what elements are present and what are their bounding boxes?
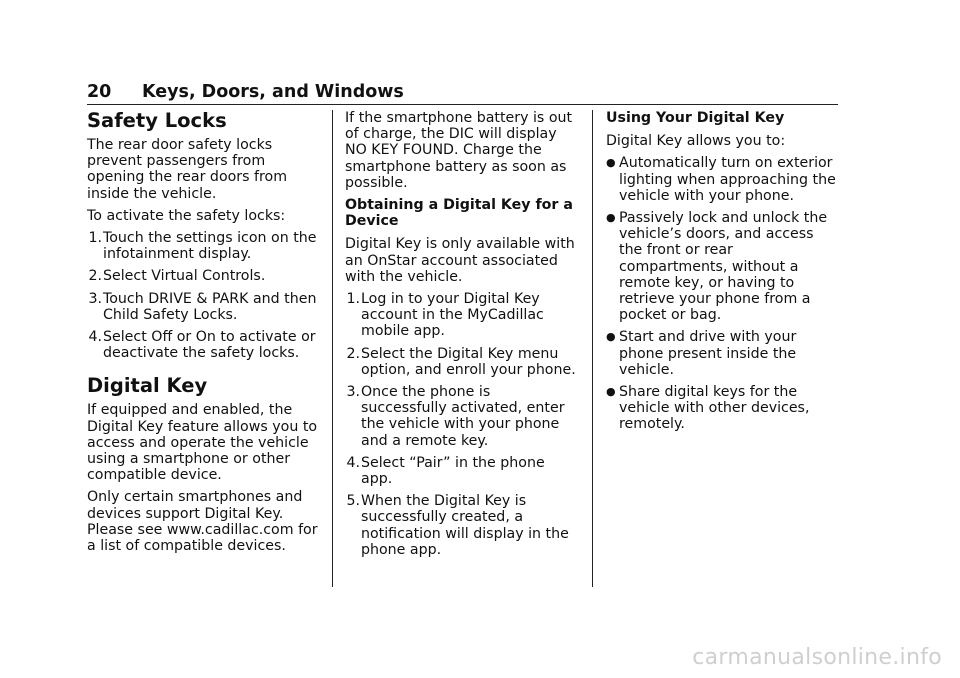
bullet-icon: ● xyxy=(606,156,616,170)
chapter-title: Keys, Doors, and Windows xyxy=(142,82,404,102)
bullet-icon: ● xyxy=(606,330,616,344)
step-number: 1. xyxy=(346,291,360,308)
activate-intro: To activate the safety locks: xyxy=(87,207,286,224)
watermark: carmanualsonline.info xyxy=(692,645,942,670)
list-item xyxy=(606,210,840,323)
step-number: 1. xyxy=(88,230,102,247)
using-intro: Digital Key allows you to: xyxy=(606,133,786,150)
list-item xyxy=(345,346,577,378)
list-item xyxy=(345,384,577,449)
obtain-steps xyxy=(345,291,577,558)
battery-para: If the smartphone battery is out of charge, the DIC will display NO KEY FOUND. Charge the smartphone battery as soon as possible. xyxy=(345,110,573,191)
list-item xyxy=(606,329,840,378)
page-header xyxy=(87,82,838,105)
step-number: 2. xyxy=(346,345,360,362)
step-text: Select Off or On to activate or deactivate the safety locks. xyxy=(103,329,316,362)
step-number: 2. xyxy=(88,268,102,285)
list-item xyxy=(345,493,577,558)
step-number: 5. xyxy=(346,493,360,510)
column-divider xyxy=(332,110,333,587)
step-number: 3. xyxy=(88,290,102,307)
step-text: Touch the settings icon on the infotainment display. xyxy=(103,230,317,263)
bullet-text: Passively lock and unlock the vehicle’s doors, and access the front or rear compartments, without a remote key, or having to retrieve your phone from a pocket or bag. xyxy=(619,210,828,324)
obtain-para: Digital Key is only available with an OnStar account associated with the vehicle. xyxy=(345,236,575,285)
obtain-heading: Obtaining a Digital Key for a Device xyxy=(345,197,573,230)
list-item xyxy=(345,455,577,487)
activate-steps xyxy=(87,230,319,361)
digital-key-para-1: If equipped and enabled, the Digital Key feature allows you to access and operate the vehicle using a smartphone or other compatible device. xyxy=(87,402,318,484)
bullet-icon: ● xyxy=(606,385,616,399)
step-text: Log in to your Digital Key account in the MyCadillac mobile app. xyxy=(361,291,544,340)
list-item xyxy=(87,268,319,284)
step-text: Once the phone is successfully activated, enter the vehicle with your phone and a remote key. xyxy=(361,384,565,449)
step-text: Select the Digital Key menu option, and enroll your phone. xyxy=(361,345,576,378)
column-divider xyxy=(592,110,593,587)
column-1 xyxy=(87,110,319,560)
bullet-text: Automatically turn on exterior lighting when approaching the vehicle with your phone. xyxy=(619,155,836,204)
list-item xyxy=(87,329,319,361)
page-number: 20 xyxy=(87,82,112,102)
step-number: 4. xyxy=(88,329,102,346)
column-3 xyxy=(606,110,840,439)
step-text: Touch DRIVE & PARK and then Child Safety Locks. xyxy=(103,290,317,323)
list-item xyxy=(87,291,319,323)
step-number: 3. xyxy=(346,384,360,401)
step-text: When the Digital Key is successfully created, a notification will display in the phone app. xyxy=(361,493,569,558)
step-text: Select “Pair” in the phone app. xyxy=(361,454,545,488)
bullet-icon: ● xyxy=(606,211,616,225)
bullet-text: Share digital keys for the vehicle with other devices, remotely. xyxy=(619,384,810,433)
using-bullets xyxy=(606,155,840,432)
safety-intro: The rear door safety locks prevent passengers from opening the rear doors from inside the vehicle. xyxy=(87,137,288,202)
bullet-text: Start and drive with your phone present inside the vehicle. xyxy=(619,329,797,378)
column-2 xyxy=(345,110,577,564)
safety-locks-heading: Safety Locks xyxy=(87,109,227,132)
list-item xyxy=(606,384,840,433)
step-text: Select Virtual Controls. xyxy=(103,268,266,285)
digital-key-heading: Digital Key xyxy=(87,374,208,398)
list-item xyxy=(606,155,840,204)
list-item xyxy=(345,291,577,340)
using-heading: Using Your Digital Key xyxy=(606,110,785,126)
list-item xyxy=(87,230,319,262)
step-number: 4. xyxy=(346,454,360,471)
digital-key-para-2: Only certain smartphones and devices support Digital Key. Please see www.cadillac.com for a list of compatible devices. xyxy=(87,489,318,555)
